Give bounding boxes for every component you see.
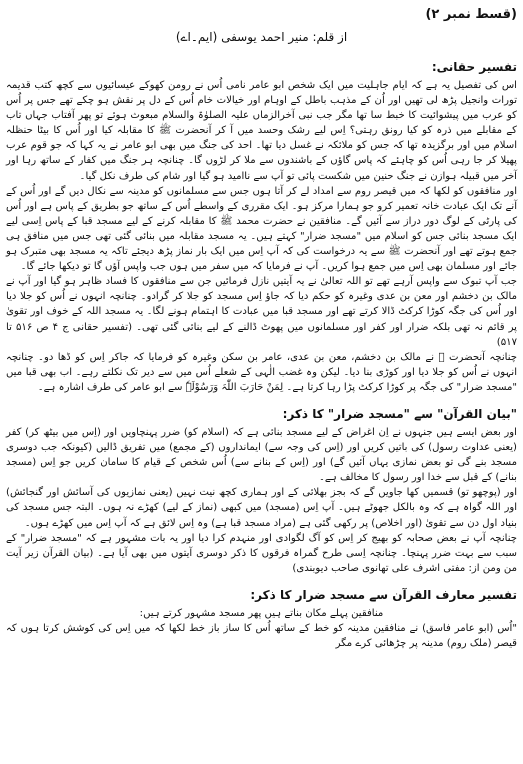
author-byline: از قلم: منیر احمد یوسفی (ایم۔اے) — [175, 30, 348, 44]
spacer — [6, 395, 517, 403]
spacer — [6, 576, 517, 584]
section-title-tafseer-haqqani: تفسیر حقانی: — [431, 60, 517, 74]
paragraph: اس کی تفصیل یہ ہے کہ ایام جاہلیت میں ایک شخص ابو عامر نامی اُس نے رومن کھوکے عیسائیوں سے کچھ کتب قدیمہ تورات وانجیل پڑھ لی تھیں اور اُن کے مذہب باطل کے اوہام اور خیالات خام اُس کے دل پر نقش ہو چکے تھے جس پر اُس کو عرب میں پیشوائیت کا خبط سا تھا مگر جب نبی آخرالزماں علیہ الصلوٰۃ والسلام مبعوث ہوئے تو پھر آفتاب جہاں تاب کے مقابلے میں ذرہ کو کیا رونق رہتی؟ اِس لیے رشک وحسد میں آ کر آنحضرت ﷺ کا مقابلہ کیا اور اُس کا بیٹا حنظلہ اسلام میں اور برگزیدہ تھا کہ جس کو ملائکہ نے غسل دیا تھا۔ احد کی جنگ میں بھی ابو عامر نے یہ کہا کہ جو قوم عرب پھیلا کر جا رہی اُس کو چاہئے کہ پاس گاؤں کے باشندوں سے ملا کر لڑوں گا۔ چنانچہ ہر جنگ میں کفار کے ساتھ رہا اور آخر میں قبیلہ ہوازن نے جنگ حنین میں شکست پائی تو آپ سے ناامید ہو گیا اور شام کی طرف نکل گیا۔ — [6, 80, 517, 182]
section-title-bayan-ul-quran: "بیان القرآن" سے "مسجد ضرار" کا ذکر: — [282, 406, 517, 421]
paragraph: اور (پوچھو تو) قسمیں کھا جاویں گے کہ بجز بھلائی کے اور ہماری کچھ نیت نہیں (یعنی نمازیوں کی آسائش اور گنجائش) اور اللہ گواہ ہے کہ وہ بالکل جھوٹے ہیں۔ آپ اِس (مسجد) میں کبھی (نماز کے لیے) کھڑے نہ ہوں۔ البتہ جس مسجد کی بنیاد اول دن سے تقویٰ (اور اخلاص) پر رکھی گئی ہے (مراد مسجد قبا ہے) وہ اِس لائق ہے کہ آپ اِس میں کھڑے ہوں۔ — [6, 487, 517, 529]
installment-number: (قسط نمبر ۲) — [425, 7, 517, 22]
paragraph: اور بعض ایسے ہیں جنہوں نے اِن اغراض کے لیے مسجد بنائی ہے کہ (اسلام کو) ضرر پہنچاویں اور (اِس میں بیٹھ کر) کفر (یعنی عداوت رسول) کی باتیں کریں اور (اِس کی وجہ سے) ایمانداروں (کے مجمع) میں تفریق ڈالیں (کیونکہ جب دوسری مسجد بنے گی تو بعض نمازی یہاں آئیں گے) اور (اِس کے بنانے سے) اُس شخص کے قیام کا سامان کریں جو اِس (مسجد بنانے) کے قبل سے خدا اور رسول کا مخالف ہے۔ — [6, 426, 517, 484]
section-title-maarif-ul-quran: تفسیر معارف القرآن سے مسجد ضرار کا ذکر: — [250, 587, 517, 602]
subheading: منافقین پہلے مکان بناتے ہیں پھر مسجد مشہور کرتے ہیں: — [139, 607, 384, 619]
paragraph: اور منافقوں کو لکھا کہ میں قیصر روم سے امداد لے کر آتا ہوں جس سے مسلمانوں کو مدینہ سے نکال دیں گے اور اُس کے آنے تک ایک عبادت خانہ تعمیر کرو جو ہمارا مرکز ہو۔ ایک مقرری کے واسطے اُس کے ساتھ جو بطریق کے پاس ہے اور اُس کی پارٹی کے لوگ دور دراز سے آئیں گے۔ منافقین نے حضرت محمد ﷺ کا مقابلہ کرنے کے لیے مسجد قبا کے پاس اِسی لیے ایک مسجد بنائی جس کو اسلام میں "مسجد ضرار" کہتے ہیں۔ یہ مسجد مقابلہ میں بنائی گئی تھی جس میں منافق ہی جمع ہوتے تھے اور آنحضرت ﷺ سے یہ درخواست کی کہ آپ اِس میں ایک بار نماز پڑھ دیجئے تاکہ یہ مسجد بھی متبرک ہو جائے اور مسلمان بھی اِس میں جمع ہوا کریں۔ آپ نے فرمایا کہ میں سفر میں ہوں جب واپس آؤں گا تو دیکھا جائے گا۔ — [6, 185, 517, 273]
paragraph: چنانچہ آپ نے بعض صحابہ کو بھیج کر اِس کو آگ لگوادی اور منہدم کرا دیا اور یہ بات مشہور ہے کہ "مسجد ضرار" کے سبب سے بہت ضرر پہنچا۔ چنانچہ اِسی طرح گمراہ فرقوں کا ذکر دوسری آیتوں میں بھی آیا ہے۔ (بیان القرآن زیر آیت من ومن از: مفتی اشرف علی تھانوی صاحب دیوبندی) — [6, 532, 517, 574]
paragraph: جب آپ تبوک سے واپس آرہے تھے تو اللہ تعالیٰ نے یہ آیتیں نازل فرمائیں جن سے منافقوں کا فساد ظاہر ہو گیا اور آپ نے مالک بن دخشم اور معن بن عدی وغیرہ کو حکم دیا کہ جاؤ اِس مسجد کو جلا کر گرادو۔ چنانچہ انہوں نے اُس کو جلا دیا اور اُس کی جگہ کوڑا کرکٹ ڈالا کرتے تھے اور مسجد قبا میں عبادت کا اہتمام ہونے لگا۔ یہ مسجد اللہ کے خوف اور تقویٰ پر قائم نہ تھی بلکہ ضرار اور کفر اور مسلمانوں میں پھوٹ ڈالنے کے لیے بنائی گئی تھی۔ (تفسیر حقانی ج ۴ ص ۵۱۶ تا ۵۱۷) — [6, 276, 517, 348]
paragraph: چنانچہ آنحضرت ﷺ نے مالک بن دخشم، معن بن عدی، عامر بن سکن وغیرہ کو فرمایا کہ جاکر اِس کو ڈھا دو۔ چنانچہ انہوں نے اُس کو جلا دیا اور کوڑی بنا دیا۔ لیکن وہ غضب الٰہی کے شعلے اُس میں سے دیر تک نکلتے رہے۔ اب بھی قبا میں "مسجد ضرار" کی جگہ پر کوڑا کرکٹ پڑا رہا کرتا ہے۔ لِمَنْ حَارَبَ اللّٰہَ وَرَسُوْلَہٗ سے ابو عامر کی طرف اشارہ ہے۔ — [6, 351, 517, 393]
paragraph: "اُس (ابو عامر فاسق) نے منافقین مدینہ کو خط کے ساتھ اُس کا ساز باز خط لکھا کہ میں اِس کی کوشش کرتا ہوں کہ قیصر (ملک روم) مدینہ پر چڑھائی کرے مگر — [6, 623, 517, 650]
spacer — [6, 48, 517, 56]
